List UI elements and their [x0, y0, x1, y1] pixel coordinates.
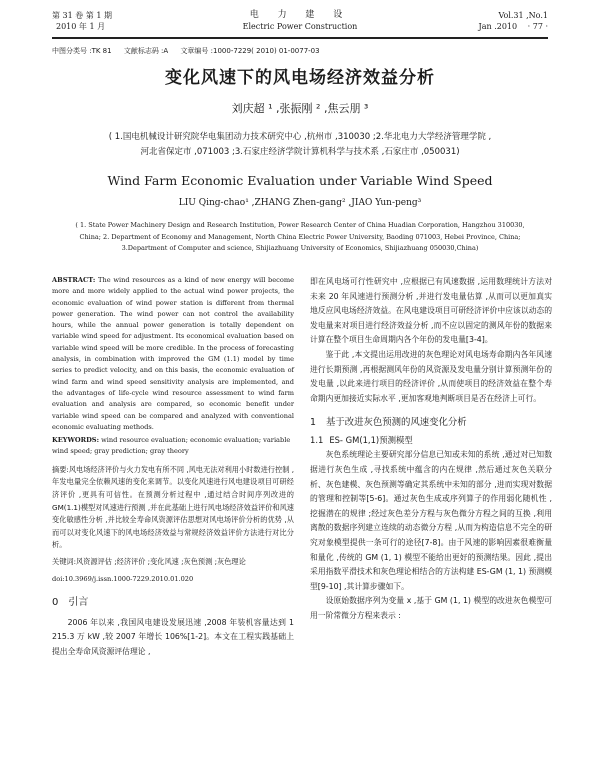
journal-en: Electric Power Construction: [242, 22, 358, 31]
affiliation-cn-line: 河北省保定市 ,071003 ;3.石家庄经济学院计算机科学与技术系 ,石家庄市 ,050031): [140, 147, 460, 157]
right-column: [310, 275, 552, 623]
intro-paragraph: 2006 年以来 ,我国风电建设发展迅速 ,2008 年装机容量达到 1 215.3 万 kW ,较 2007 年增长 106%[1-2]。本文在工程实践基础上提出全寿命风资源评估理论 ,: [52, 617, 294, 656]
body-paragraph: 鉴于此 ,本文提出运用改进的灰色理论对风电场寿命期内各年风速进行长期预测 ,再根据测风年份的风资源及发电量分别计算预测年份的发电量 ,以此来进行项目的经济评价 ,从而使项目的经济效益在整个寿命期内更加接近实际水平 ,更加客观地判断项目是否在经济上可行。: [310, 349, 552, 403]
keywords-en-text: wind resource evaluation; economic evaluation; variable wind speed; gray prediction; gray theory: [52, 436, 291, 456]
journal-cn: 电 力 建 设: [249, 10, 351, 20]
authors-cn: 刘庆超 ¹ ,张振刚 ² ,焦云朋 ³: [231, 102, 369, 115]
body-paragraph: 灰色系统理论主要研究部分信息已知或未知的系统 ,通过对已知数据进行灰色生成 ,寻找系统中蕴含的内在规律 ,然后通过灰色关联分析、灰色建模、灰色预测等确定其系统中未知的部分 ,进而实现对数据的管理和控制等[5-6]。通过灰色生成或序列算子的作用弱化随机性 ,挖掘潜在的规律 ;经过灰色差分方程与灰色微分方程之间的互换 ,利用离散的数据序列建立连续的动态微分方程 ,从而为构造信息不完全的研究对象模型提供一条可行的途径[7-8]。由于风速的影响因素很难衡量和量化 ,传统的 GM (1, 1) 模型不能给出更好的预测结果。因此 ,提出采用指数平滑技术和灰色理论相结合的方法构建 ES-GM (1, 1) 预测模型[9-10] ,其计算步骤如下。: [310, 450, 552, 591]
header-center: [52, 10, 548, 32]
subsection-number: 1.1: [310, 435, 324, 446]
affiliation-cn-line: ( 1.国电机械设计研究院华电集团动力技术研究中心 ,杭州市 ,310030 ;2.华北电力大学经济管理学院 ,: [108, 132, 492, 142]
keywords-en-label: KEYWORDS:: [52, 436, 100, 445]
header-right: [479, 10, 548, 32]
section-number: 1: [310, 417, 316, 429]
date-en-page: [479, 21, 548, 32]
abstract-cn-label: 摘要: [52, 464, 67, 474]
abstract-cn-text: :风电场经济评价与火力发电有所不同 ,风电无法对利用小时数进行控制 ,年发电量完全依赖风速的变化来调节。以变化风速进行风电建设项目可研经济评价 ,更具有可信性。在预测分析过程中 ,通过结合时间序列改进的 GM(1.1)模型对风速进行预测 ,并在此基础上进行风电场经济效益评价和风速变化敏感性分析 ,并比较全寿命风资源评估思想对风电场评价分析的优势 ,从而可以对变化风速下的风电场经济效益与常规经济效益评价方法进行对比分析。: [52, 464, 294, 550]
vol-en: Vol.31 ,No.1: [498, 11, 548, 20]
section-title: 引言: [68, 596, 89, 608]
section-title: 基于改进灰色预测的风速变化分析: [325, 417, 467, 429]
subsection-title: ES- GM(1,1)预测模型: [329, 435, 413, 446]
body-paragraph: 即在风电场可行性研究中 ,应根据已有风速数据 ,运用数理统计方法对未来 20 年风速进行预测分析 ,并进行发电量估算 ,从而可以更加真实地反应风电场经济效益。在风电建设项目可研经济评价中应该以动态的发电量来对项目进行经济效益分析 ,而不应以固定的测风年份的数据来计算在整个项目生命周期内各个年份的发电量[3-4]。: [310, 277, 552, 345]
keywords-cn: [52, 556, 294, 569]
doi: doi:10.3969/j.issn.1000-7229.2010.01.020: [52, 574, 194, 583]
article-meta: [52, 46, 330, 56]
header-rule: [52, 37, 548, 39]
affiliation-en-line: 3.Department of Computer and science, Shijiazhuang University of Economics, Shijiazhuang 050030,China): [121, 244, 479, 252]
abstract-en-label: ABSTRACT:: [52, 276, 96, 284]
abstract-en-text: The wind resources as a kind of new energy will become more and more widely applied to the actual wind power projects, the economic evaluation of wind power station is different from thermal power generation. The wind power can not control the availability hours, while the annual power generation is totally dependent on variable wind speed for adjustment. Its economical evaluation based on variable wind speed will be more credible. In the process of forecasting analysis, in combination with improved the GM (1.1) model by time series to predict velocity, and on this basis, the economic evaluation of wind farm and wind speed sensitivity analysis are implemented, and the advantages of life-cycle wind resource assessment to wind farm evaluation and analysis are compared, so economic benefit under variable wind speed can be compared and analyzed with conventional economic evaluating methods.: [52, 276, 294, 431]
abstract-cn: [52, 464, 294, 552]
affiliation-en-line: ( 1. State Power Machinery Design and Research Institution, Power Research Center of China Huadian Corporation, Hangzhou 310030,: [75, 221, 525, 229]
date-cn: 2010 年 1 月: [56, 22, 106, 31]
body-paragraph: 设原始数据序列为变量 x ,基于 GM (1, 1) 模型的改进灰色模型可用一阶常微分方程来表示 :: [310, 596, 552, 620]
article-number: 文章编号 :1000-7229( 2010) 01-0077-03: [180, 47, 320, 55]
authors-en: LIU Qing-chao¹ ,ZHANG Zhen-gang² ,JIAO Yun-peng³: [178, 198, 422, 208]
date-en: Jan .2010: [478, 22, 518, 31]
section-number: 0: [52, 596, 59, 608]
section-heading-intro: [52, 593, 294, 608]
affiliation-en-line: China; 2. Department of Economy and Management, North China Electric Power University, Baoding 071003, Hebei Province, China;: [79, 232, 521, 241]
issue-cn: 第 31 卷 第 1 期: [52, 11, 112, 20]
section-heading-1: [310, 414, 552, 428]
affiliations-en: [50, 220, 550, 255]
title-cn: 变化风速下的风电场经济效益分析: [165, 68, 435, 88]
keywords-cn-label: 关键词: [52, 556, 74, 566]
title-en: Wind Farm Economic Evaluation under Variable Wind Speed: [107, 173, 493, 188]
keywords-cn-text: :风资源评估 ;经济评价 ;变化风速 ;灰色预测 ;灰色理论: [73, 556, 246, 566]
keywords-en: [52, 435, 294, 458]
clc-number: 中图分类号 :TK 81: [52, 47, 112, 55]
document-code: 文献标志码 :A: [123, 47, 169, 55]
left-column: [52, 275, 294, 659]
page-number: · 77 ·: [527, 22, 548, 31]
affiliations-cn: [70, 130, 530, 160]
subsection-heading-1-1: [310, 434, 552, 446]
abstract-en: [52, 275, 294, 433]
